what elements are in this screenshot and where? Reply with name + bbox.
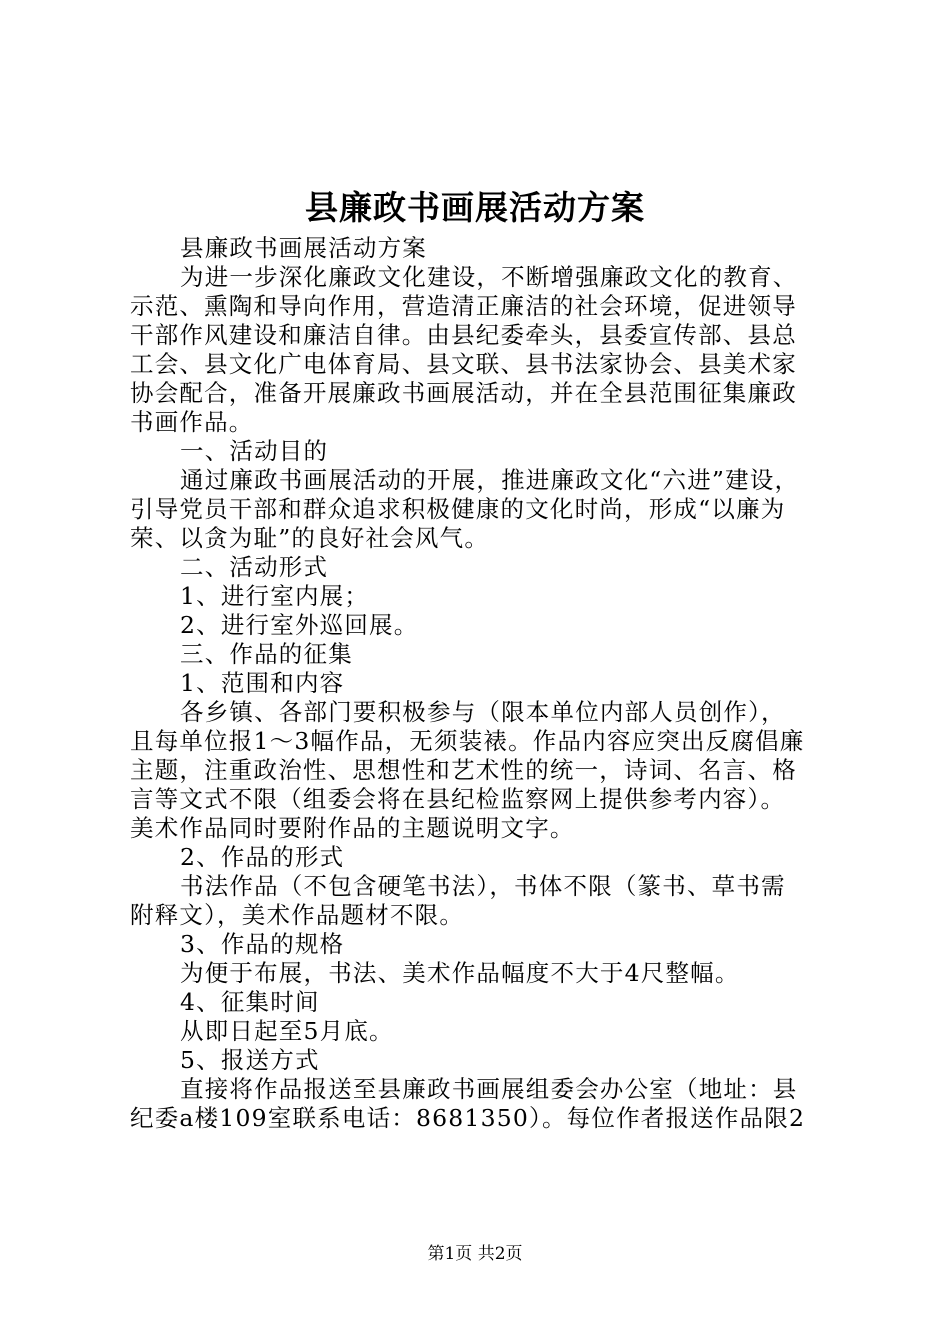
body-line: 3、作品的规格 bbox=[180, 930, 345, 958]
body-line: 书法作品（不包含硬笔书法），书体不限（篆书、草书需 bbox=[180, 872, 786, 900]
body-line: 1、进行室内展； bbox=[180, 582, 370, 610]
body-line: 示范、熏陶和导向作用，营造清正廉洁的社会环境，促进领导 bbox=[130, 292, 797, 320]
body-line: 三、作品的征集 bbox=[180, 640, 353, 668]
body-line: 美术作品同时要附作品的主题说明文字。 bbox=[130, 814, 575, 842]
body-line: 附释文），美术作品题材不限。 bbox=[130, 901, 465, 929]
page-footer: 第1页 共2页 bbox=[427, 1244, 523, 1264]
body-line: 干部作风建设和廉洁自律。由县纪委牵头，县委宣传部、县总 bbox=[130, 321, 797, 349]
body-line: 5、报送方式 bbox=[180, 1046, 320, 1074]
body-line: 引导党员干部和群众追求积极健康的文化时尚，形成“以廉为 bbox=[130, 495, 786, 523]
body-line: 荣、以贪为耻”的良好社会风气。 bbox=[130, 524, 490, 552]
body-line: 县廉政书画展活动方案 bbox=[180, 234, 427, 262]
body-line: 工会、县文化广电体育局、县文联、县书法家协会、县美术家 bbox=[130, 350, 797, 378]
body-line: 1、范围和内容 bbox=[180, 669, 345, 697]
body-line: 协会配合，准备开展廉政书画展活动，并在全县范围征集廉政 bbox=[130, 379, 797, 407]
body-line: 二、活动形式 bbox=[180, 553, 329, 581]
body-line: 直接将作品报送至县廉政书画展组委会办公室（地址：县 bbox=[180, 1075, 798, 1103]
body-line: 为便于布展，书法、美术作品幅度不大于4尺整幅。 bbox=[180, 959, 740, 987]
body-line: 且每单位报1～3幅作品，无须装裱。作品内容应突出反腐倡廉 bbox=[130, 727, 805, 755]
body-line: 言等文式不限（组委会将在县纪检监察网上提供参考内容）。 bbox=[130, 785, 786, 813]
body-line: 书画作品。 bbox=[130, 408, 254, 436]
body-line: 为进一步深化廉政文化建设，不断增强廉政文化的教育、 bbox=[180, 263, 798, 291]
body-line: 从即日起至5月底。 bbox=[180, 1017, 394, 1045]
body-line: 2、作品的形式 bbox=[180, 843, 345, 871]
body-line: 纪委a楼109室联系电话：8681350）。每位作者报送作品限2 bbox=[130, 1104, 806, 1132]
document-title: 县廉政书画展活动方案 bbox=[305, 188, 645, 227]
body-line: 主题，注重政治性、思想性和艺术性的统一，诗词、名言、格 bbox=[130, 756, 797, 784]
body-line: 一、活动目的 bbox=[180, 437, 329, 465]
document-body bbox=[130, 234, 830, 1133]
body-line: 2、进行室外巡回展。 bbox=[180, 611, 419, 639]
body-line: 通过廉政书画展活动的开展，推进廉政文化“六进”建设， bbox=[180, 466, 800, 494]
body-line: 4、征集时间 bbox=[180, 988, 320, 1016]
body-line: 各乡镇、各部门要积极参与（限本单位内部人员创作）， bbox=[180, 698, 786, 726]
